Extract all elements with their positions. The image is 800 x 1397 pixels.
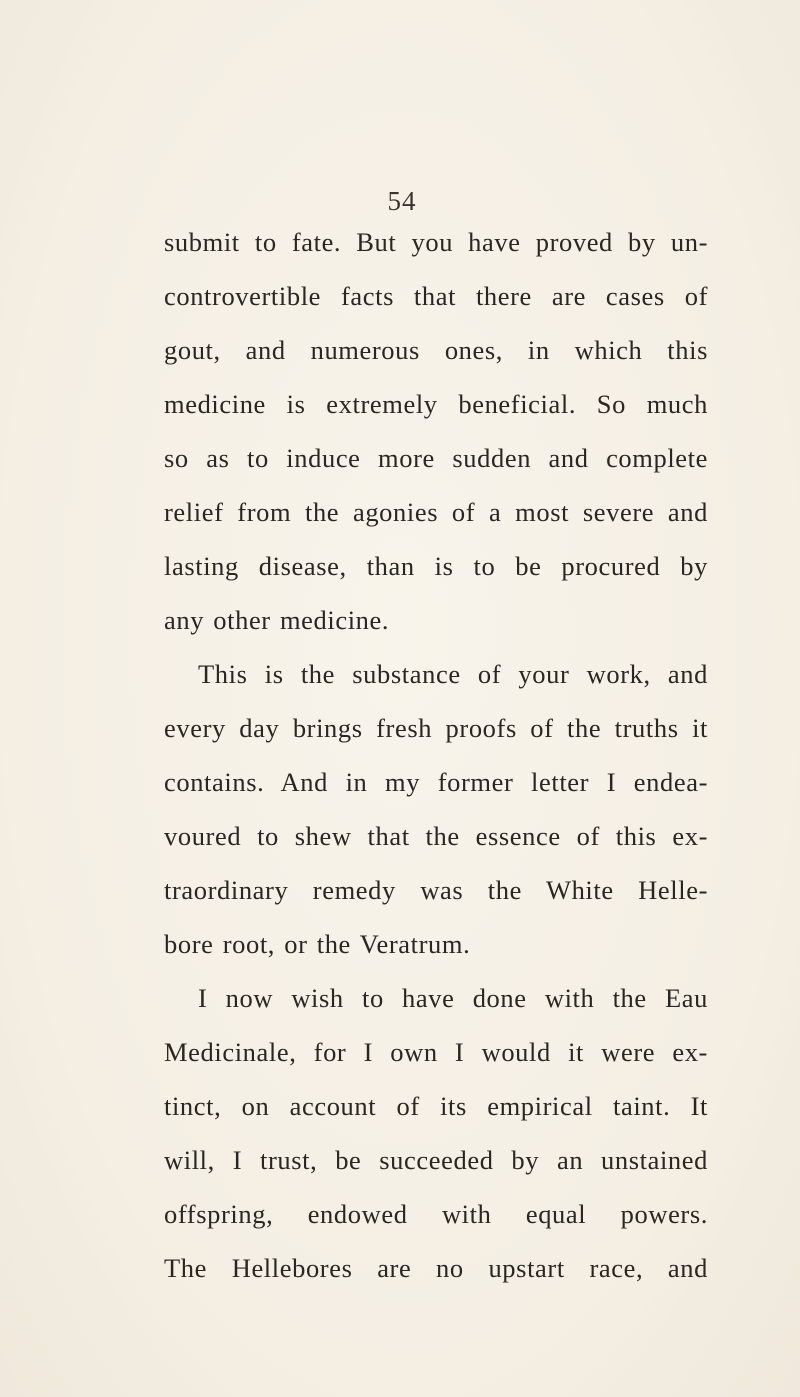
text-line: The Hellebores are no upstart race, and (164, 1253, 708, 1283)
text-line: This is the substance of your work, and (198, 659, 708, 689)
text-line: voured to shew that the essence of this ex- (164, 821, 708, 851)
text-line: will, I trust, be succeeded by an unstained (164, 1145, 708, 1175)
text-line: controvertible facts that there are cases of (164, 281, 708, 311)
text-line: contains. And in my former letter I endea- (164, 767, 708, 797)
text-line: every day brings fresh proofs of the truths it (164, 713, 708, 743)
text-line: medicine is extremely beneficial. So much (164, 389, 708, 419)
text-line: offspring, endowed with equal powers. (164, 1199, 708, 1229)
text-line: Medicinale, for I own I would it were ex- (164, 1037, 708, 1067)
text-line: tinct, on account of its empirical taint. It (164, 1091, 708, 1121)
body-text (164, 215, 708, 1295)
text-line: traordinary remedy was the White Helle- (164, 875, 708, 905)
text-line: relief from the agonies of a most severe and (164, 497, 708, 527)
text-line: bore root, or the Veratrum. (164, 929, 471, 959)
page-number: 54 (387, 186, 417, 216)
text-line: I now wish to have done with the Eau (198, 983, 708, 1013)
text-line: so as to induce more sudden and complete (164, 443, 708, 473)
text-line: gout, and numerous ones, in which this (164, 335, 708, 365)
text-line: submit to fate. But you have proved by un- (164, 227, 708, 257)
text-line: lasting disease, than is to be procured by (164, 551, 708, 581)
text-line: any other medicine. (164, 605, 390, 635)
